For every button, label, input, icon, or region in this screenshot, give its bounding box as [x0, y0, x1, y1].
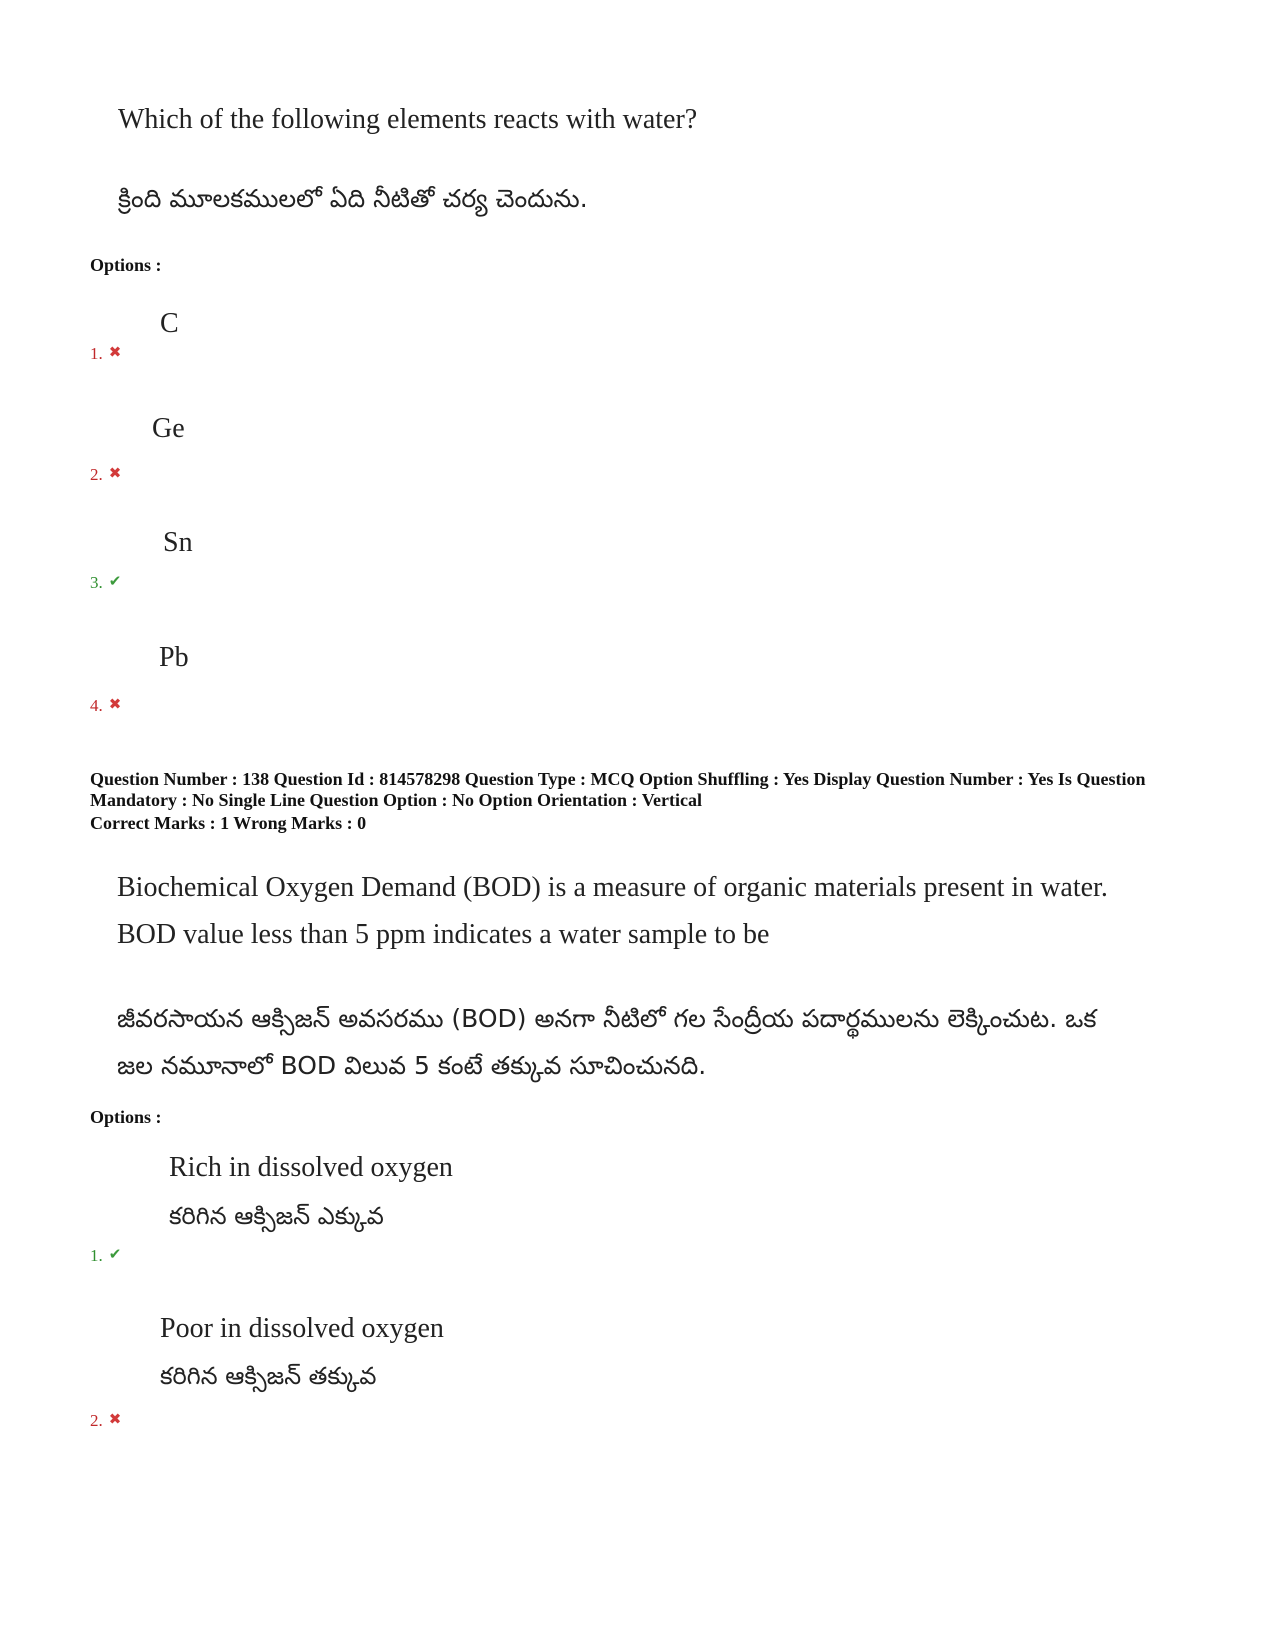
option-4-text: Pb — [159, 642, 189, 673]
options-label: Options : — [90, 1107, 162, 1127]
question-text-en-line-1: Biochemical Oxygen Demand (BOD) is a measure of organic materials present in water. — [117, 872, 1108, 903]
option-2-number — [90, 464, 121, 485]
option-1-text: C — [160, 308, 179, 339]
option-1-number — [90, 1245, 121, 1266]
option-3-number — [90, 572, 121, 593]
option-number-label: 2. — [90, 1411, 103, 1430]
option-2-text-te: కరిగిన ఆక్సిజన్ తక్కువ — [160, 1362, 377, 1390]
question-text-te-line-2: జల నమూనాలో BOD విలువ 5 కంటే తక్కువ సూచించునది. — [117, 1051, 707, 1080]
options-label: Options : — [90, 255, 162, 275]
cross-icon: ✖ — [108, 464, 122, 482]
option-4-number — [90, 695, 121, 716]
option-3-text: Sn — [163, 527, 193, 558]
option-number-label: 3. — [90, 573, 103, 592]
cross-icon: ✖ — [108, 343, 122, 361]
option-1-text-en: Rich in dissolved oxygen — [169, 1152, 453, 1183]
question-meta: Question Number : 138 Question Id : 814578298 Question Type : MCQ Option Shuffling : Yes Display Question Number : Yes Is Question Mandatory : No Single Line Question Option : No Option Orientation : Vertical — [90, 769, 1146, 810]
option-number-label: 2. — [90, 465, 103, 484]
option-number-label: 4. — [90, 696, 103, 715]
check-icon: ✔ — [108, 572, 122, 590]
cross-icon: ✖ — [108, 1410, 122, 1428]
question-text-en-line-2: BOD value less than 5 ppm indicates a water sample to be — [117, 919, 770, 950]
option-1-number — [90, 343, 121, 364]
option-1-text-te: కరిగిన ఆక్సిజన్ ఎక్కువ — [169, 1202, 384, 1230]
question-text-te-line-1: జీవరసాయన ఆక్సిజన్ అవసరము (BOD) అనగా నీటిలో గల సేంద్రీయ పదార్థములను లెక్కించుట. ఒక — [117, 1004, 1097, 1033]
marks-meta: Correct Marks : 1 Wrong Marks : 0 — [90, 813, 367, 833]
option-number-label: 1. — [90, 344, 103, 363]
option-2-number — [90, 1410, 121, 1431]
option-2-text: Ge — [152, 413, 185, 444]
question-text-en: Which of the following elements reacts with water? — [118, 104, 698, 135]
cross-icon: ✖ — [108, 695, 122, 713]
option-number-label: 1. — [90, 1246, 103, 1265]
question-text-te: క్రింది మూలకములలో ఏది నీటితో చర్య చెందును. — [118, 184, 588, 213]
option-2-text-en: Poor in dissolved oxygen — [160, 1313, 444, 1344]
check-icon: ✔ — [108, 1245, 122, 1263]
